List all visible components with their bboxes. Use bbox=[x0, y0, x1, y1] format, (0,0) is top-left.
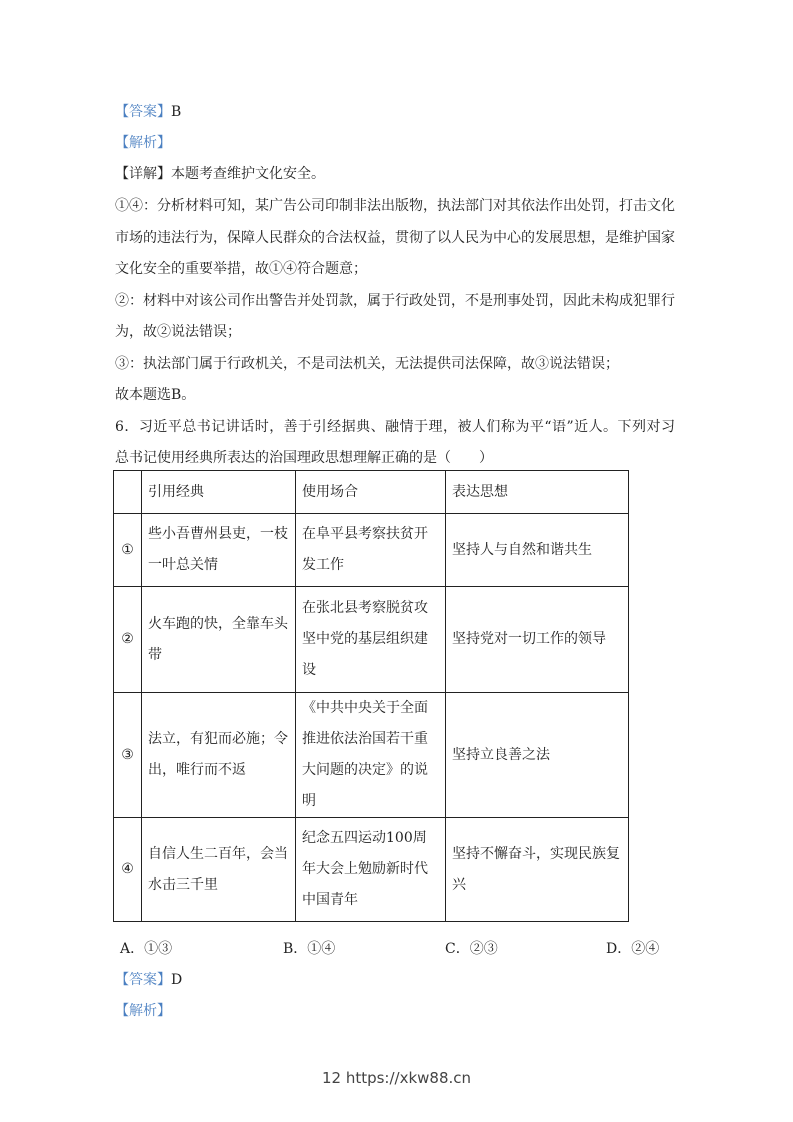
table-header: 使用场合 bbox=[296, 471, 446, 514]
table-cell: 自信人生二百年，会当水击三千里 bbox=[142, 818, 296, 922]
question-stem: 总书记使用经典所表达的治国理政思想理解正确的是（ ） bbox=[115, 450, 493, 466]
option-b: B．①④ bbox=[283, 941, 336, 957]
detail-line: ①④：分析材料可知，某广告公司印制非法出版物，执法部门对其依法作出处罚，打击文化 bbox=[115, 198, 675, 214]
answer bbox=[115, 970, 182, 990]
table-cell: 在阜平县考察扶贫开发工作 bbox=[296, 514, 446, 587]
option-a: A．①③ bbox=[120, 941, 173, 957]
table-cell: 坚持立良善之法 bbox=[446, 693, 629, 818]
table-row bbox=[114, 818, 629, 922]
option-d: D．②④ bbox=[606, 941, 660, 957]
table-cell: 坚持不懈奋斗，实现民族复兴 bbox=[446, 818, 629, 922]
table-cell: 些小吾曹州县吏，一枝一叶总关情 bbox=[142, 514, 296, 587]
table-header: 表达思想 bbox=[446, 471, 629, 514]
detail-line: 为，故②说法错误； bbox=[115, 324, 241, 340]
table-row bbox=[114, 693, 629, 818]
option-c: C．②③ bbox=[445, 941, 498, 957]
detail-line: ②：材料中对该公司作出警告并处罚款，属于行政处罚，不是刑事处罚，因此未构成犯罪行 bbox=[115, 293, 675, 309]
table-row bbox=[114, 514, 629, 587]
table-cell: 纪念五四运动100周年大会上勉励新时代中国青年 bbox=[296, 818, 446, 922]
table-row bbox=[114, 587, 629, 693]
analysis-tag: 【解析】 bbox=[115, 1003, 171, 1019]
answer-tag: 【答案】 bbox=[115, 972, 171, 988]
table-cell: ② bbox=[114, 587, 142, 693]
table-cell: 火车跑的快，全靠车头带 bbox=[142, 587, 296, 693]
question-stem: 6．习近平总书记讲话时，善于引经据典、融情于理，被人们称为平“语”近人。下列对习 bbox=[115, 419, 675, 435]
table-cell: 坚持人与自然和谐共生 bbox=[446, 514, 629, 587]
table-header bbox=[114, 471, 142, 514]
table-cell: ③ bbox=[114, 693, 142, 818]
detail-intro bbox=[115, 164, 325, 184]
table-cell: 法立，有犯而必施；令出，唯行而不返 bbox=[142, 693, 296, 818]
detail-line: 本题考查维护文化安全。 bbox=[171, 166, 325, 182]
table-cell: 《中共中央关于全面推进依法治国若干重大问题的决定》的说明 bbox=[296, 693, 446, 818]
detail-line: 文化安全的重要举措，故①④符合题意； bbox=[115, 261, 367, 277]
page-footer: 12 https://xkw88.cn bbox=[321, 1069, 472, 1087]
table-header-row bbox=[114, 471, 629, 514]
detail-tag: 【详解】 bbox=[115, 166, 171, 182]
table-cell: 在张北县考察脱贫攻坚中党的基层组织建设 bbox=[296, 587, 446, 693]
quote-table bbox=[113, 470, 629, 922]
answer-tag: 【答案】 bbox=[115, 104, 171, 120]
answer-value: D bbox=[171, 972, 183, 988]
table-cell: ④ bbox=[114, 818, 142, 922]
table-cell: ① bbox=[114, 514, 142, 587]
answer-value: B bbox=[171, 104, 182, 120]
prev-answer bbox=[115, 102, 181, 122]
detail-line: ③：执法部门属于行政机关，不是司法机关，无法提供司法保障，故③说法错误； bbox=[115, 356, 619, 372]
table-cell: 坚持党对一切工作的领导 bbox=[446, 587, 629, 693]
detail-line: 市场的违法行为，保障人民群众的合法权益，贯彻了以人民为中心的发展思想，是维护国家 bbox=[115, 230, 675, 246]
table-header: 引用经典 bbox=[142, 471, 296, 514]
detail-line: 故本题选B。 bbox=[115, 387, 196, 403]
analysis-tag: 【解析】 bbox=[115, 135, 171, 151]
